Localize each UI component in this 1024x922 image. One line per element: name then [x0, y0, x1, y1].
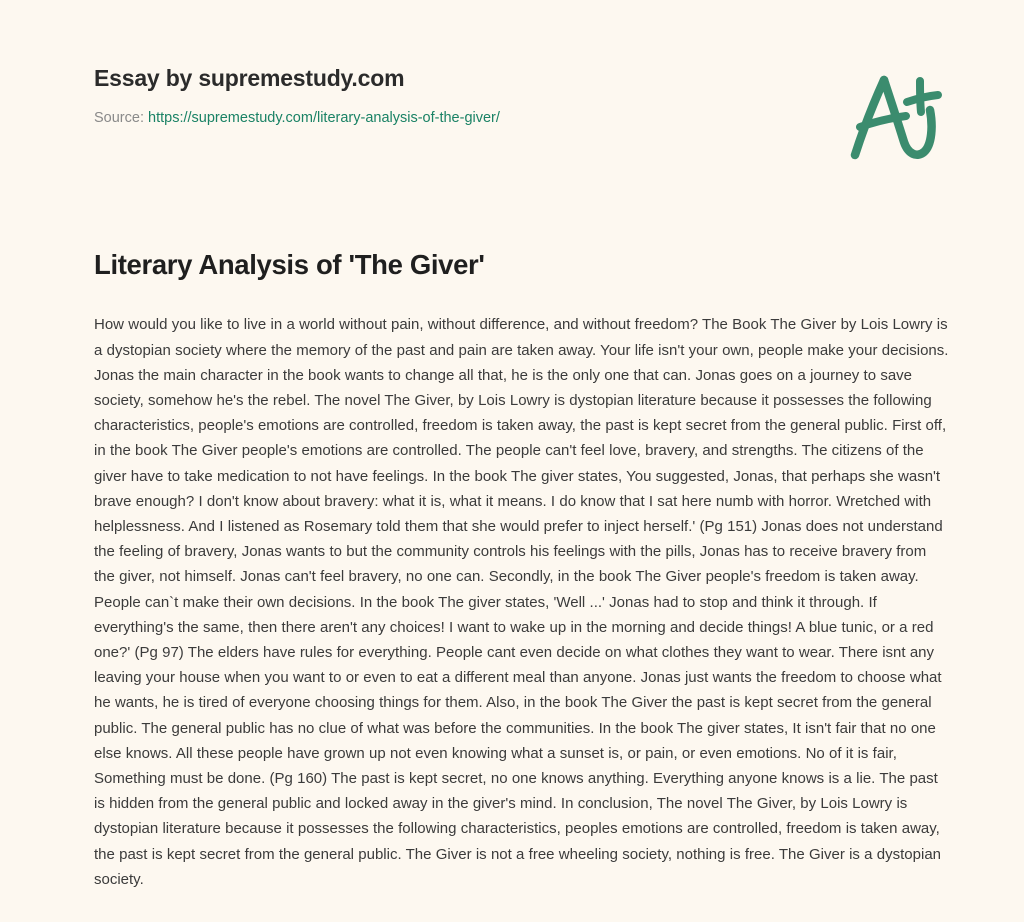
source-url-link[interactable]: https://supremestudy.com/literary-analysis-of-the-giver/ — [148, 110, 500, 127]
page-header — [94, 66, 950, 176]
a-plus-logo[interactable] — [844, 68, 948, 164]
article-body — [94, 312, 951, 892]
source-line — [94, 110, 950, 127]
source-label: Source: — [94, 110, 144, 127]
article — [94, 248, 951, 892]
page-title: Literary Analysis of 'The Giver' — [94, 249, 485, 280]
article-paragraph: How would you like to live in a world without pain, without difference, and without freedom? The Book The Giver by Lois Lowry is a dystopian society where the memory of the past and pain are taken away. Your life isn't your own, people make your decisions. Jonas the main character in the book wants to change all that, he is the only one that can. Jonas goes on a journey to save society, somehow he's the rebel. The novel The Giver, by Lois Lowry is dystopian literature because it possesses the following characteristics, people's emotions are controlled, freedom is taken away, the past is kept secret from the general public. First off, in the book The Giver people's emotions are controlled. The people can't feel love, bravery, and strengths. The citizens of the giver have to take medication to not have feelings. In the book The giver states, You suggested, Jonas, that perhaps she wasn't brave enough? I don't know about bravery: what it is, what it means. I do know that I sat here numb with horror. Wretched with helplessness. And I listened as Rosemary told them that she would prefer to inject herself.' (Pg 151) Jonas does not understand the feeling of bravery, Jonas wants to but the community controls his feelings with the pills, Jonas has to receive bravery from the giver, not himself. Jonas can't feel bravery, no one can. Secondly, in the book The Giver people's freedom is taken away. People can`t make their own decisions. In the book The giver states, 'Well ...' Jonas had to stop and think it through. If everything's the same, then there aren't any choices! I want to wake up in the morning and decide things! A blue tunic, or a red one?' (Pg 97) The elders have rules for everything. People cant even decide on what clothes they want to wear. There isnt any leaving your house when you want to or even to eat a different meal than anyone. Jonas just wants the freedom to choose what he wants, he is tired of everyone choosing things for them. Also, in the book The Giver the past is kept secret from the general public. The general public has no clue of what was before the communities. In the book The giver states, It isn't fair that no one else knows. All these people have grown up not even knowing what a sunset is, or pain, or even emotions. No of it is fair, Something must be done. (Pg 160) The past is kept secret, no one knows anything. Everything anyone knows is a lie. The past is hidden from the general public and locked away in the giver's mind. In conclusion, The novel The Giver, by Lois Lowry is dystopian literature because it possesses the following characteristics, peoples emotions are controlled, freedom is taken away, the past is kept secret from the general public. The Giver is not a free wheeling society, nothing is free. The Giver is a dystopian society. — [94, 316, 949, 888]
brand-title: Essay by supremestudy.com — [94, 65, 405, 91]
a-plus-handwritten-icon — [844, 68, 948, 164]
